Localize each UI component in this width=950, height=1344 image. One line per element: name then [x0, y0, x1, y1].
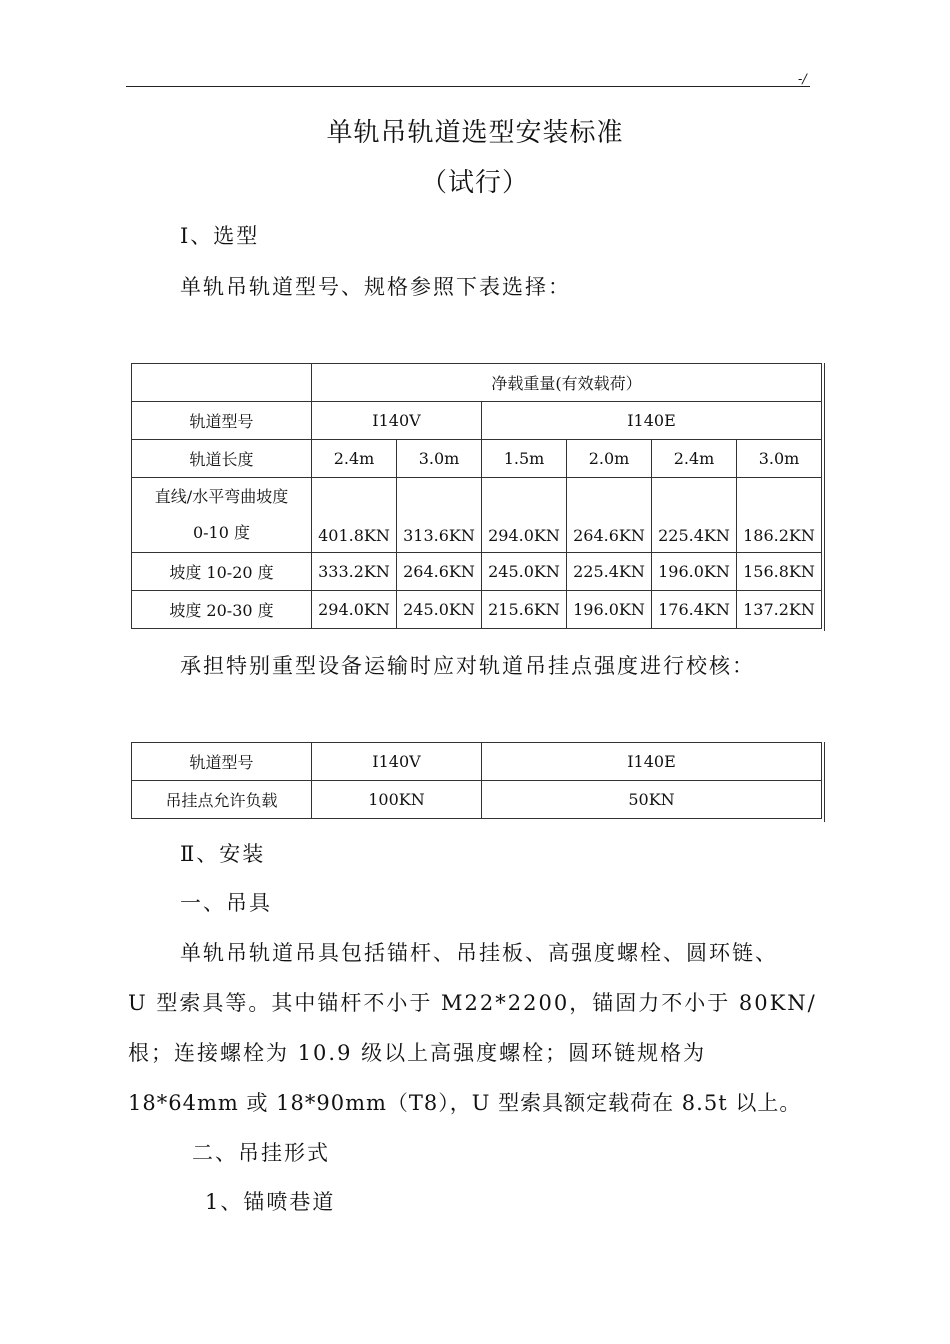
value-cell: 264.6KN — [397, 553, 482, 591]
row-label-line: 0-10 度 — [192, 523, 251, 542]
section-1-intro: 单轨吊轨道型号、规格参照下表选择： — [180, 275, 571, 299]
length-cell: 2.4m — [652, 440, 737, 478]
length-cell: 3.0m — [397, 440, 482, 478]
subsection-hanging-tools: 一、吊具 — [180, 891, 272, 915]
value-cell: 196.0KN — [652, 553, 737, 591]
value-cell: 245.0KN — [482, 553, 567, 591]
table-edge-line — [824, 742, 825, 822]
value-cell: 225.4KN — [567, 553, 652, 591]
document-subtitle: （试行） — [420, 168, 529, 198]
value-cell: 196.0KN — [567, 591, 652, 629]
document-title: 单轨吊轨道选型安装标准 — [326, 118, 624, 148]
model-i140e: I140E — [482, 402, 822, 440]
page-header-mark: -/ — [798, 72, 807, 87]
table-header-net-load: 净载重量(有效载荷） — [312, 364, 822, 402]
table-edge-line — [824, 363, 825, 631]
model-i140e: I140E — [482, 743, 822, 781]
value-cell: 225.4KN — [652, 478, 737, 553]
model-i140v: I140V — [312, 402, 482, 440]
row-label-track-model: 轨道型号 — [132, 402, 312, 440]
length-cell: 1.5m — [482, 440, 567, 478]
value-cell: 294.0KN — [482, 478, 567, 553]
value-cell: 264.6KN — [567, 478, 652, 553]
section-2-heading: Ⅱ、安装 — [180, 842, 266, 866]
value-cell: 156.8KN — [737, 553, 822, 591]
load-capacity-table — [131, 363, 822, 629]
section-1-heading: Ⅰ、选型 — [180, 224, 260, 248]
value-cell: 215.6KN — [482, 591, 567, 629]
row-label-track-length: 轨道长度 — [132, 440, 312, 478]
length-cell: 3.0m — [737, 440, 822, 478]
heavy-transport-note: 承担特别重型设备运输时应对轨道吊挂点强度进行校核： — [180, 654, 755, 678]
body-line: U 型索具等。其中锚杆不小于 M22*2200，锚固力不小于 80KN/ — [128, 991, 817, 1015]
subsection-hanging-form: 二、吊挂形式 — [192, 1141, 330, 1165]
load-cell: 100KN — [312, 781, 482, 819]
value-cell: 313.6KN — [397, 478, 482, 553]
row-label-line: 直线/水平弯曲坡度 — [154, 487, 289, 506]
value-cell: 245.0KN — [397, 591, 482, 629]
header-rule — [126, 86, 810, 87]
value-cell: 401.8KN — [312, 478, 397, 553]
subsection-item-shotcrete-roadway: 1、锚喷巷道 — [205, 1190, 336, 1214]
row-label-slope-10-20: 坡度 10-20 度 — [132, 553, 312, 591]
length-cell: 2.0m — [567, 440, 652, 478]
table-corner-cell — [132, 364, 312, 402]
row-label-slope-0-10 — [132, 478, 312, 553]
load-cell: 50KN — [482, 781, 822, 819]
body-line: 单轨吊轨道吊具包括锚杆、吊挂板、高强度螺栓、圆环链、 — [180, 941, 778, 965]
length-cell: 2.4m — [312, 440, 397, 478]
value-cell: 333.2KN — [312, 553, 397, 591]
value-cell: 137.2KN — [737, 591, 822, 629]
value-cell: 176.4KN — [652, 591, 737, 629]
value-cell: 294.0KN — [312, 591, 397, 629]
hanging-point-table — [131, 742, 822, 819]
row-label-slope-20-30: 坡度 20-30 度 — [132, 591, 312, 629]
row-label-allowed-load: 吊挂点允许负载 — [132, 781, 312, 819]
body-line: 18*64mm 或 18*90mm（T8），U 型索具额定载荷在 8.5t 以上。 — [128, 1091, 802, 1115]
row-label-track-model: 轨道型号 — [132, 743, 312, 781]
body-line: 根；连接螺栓为 10.9 级以上高强度螺栓；圆环链规格为 — [128, 1041, 707, 1065]
value-cell: 186.2KN — [737, 478, 822, 553]
model-i140v: I140V — [312, 743, 482, 781]
